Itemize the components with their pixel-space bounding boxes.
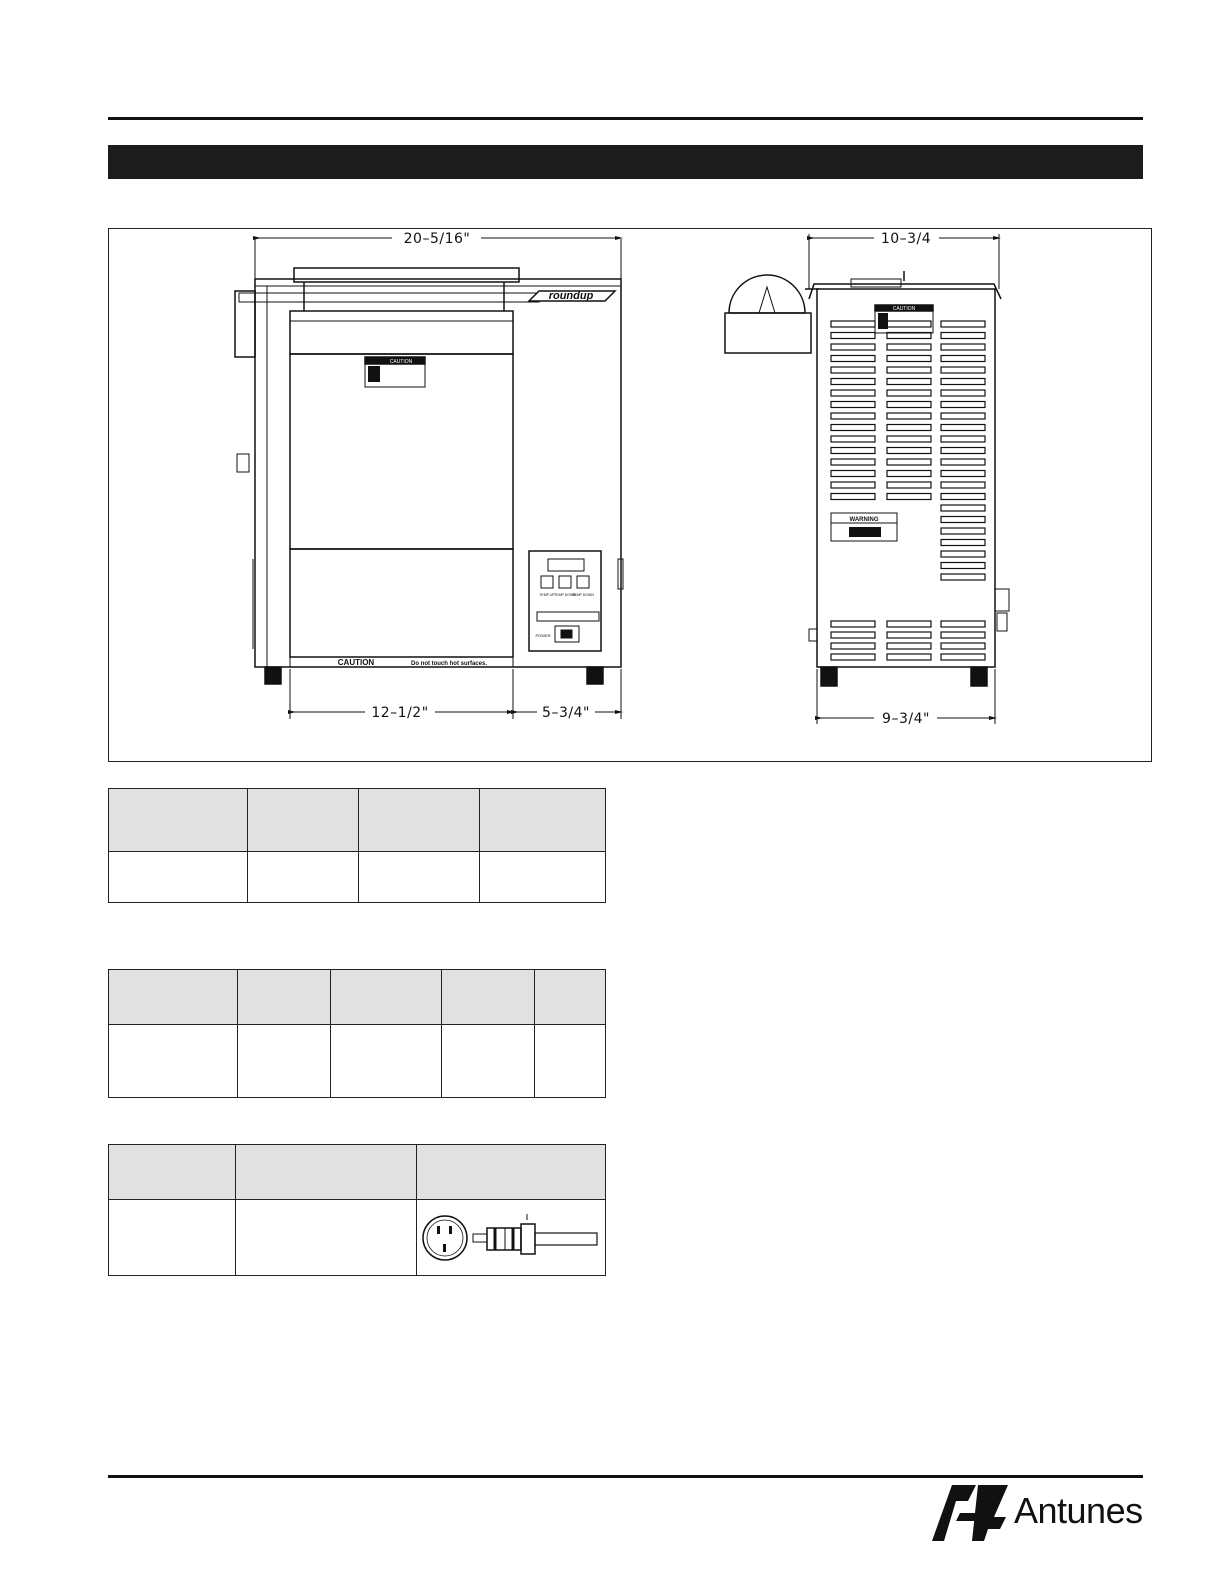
vent-slot <box>831 344 875 350</box>
side-base-width-dimension: 9–3/4" <box>882 711 930 727</box>
vent-slot <box>831 413 875 419</box>
control-button-label-3: TEMP DOWN <box>572 593 594 597</box>
vent-slot <box>941 356 985 362</box>
vent-slot <box>887 471 931 477</box>
vent-slot <box>941 494 985 500</box>
vent-slot <box>887 643 931 649</box>
vent-slot <box>941 482 985 488</box>
vent-slot <box>941 344 985 350</box>
table-header-cell <box>442 970 535 1025</box>
side-caution-label: CAUTION <box>892 306 916 312</box>
dimension-drawing <box>109 229 1153 763</box>
dimension-drawing-frame <box>108 228 1152 762</box>
roundup-brand-plate: roundup <box>548 290 594 302</box>
control-button-label-1: TEMP UP <box>539 593 555 597</box>
plug-receptacle-icon <box>417 1200 605 1270</box>
table-header-row <box>109 970 606 1025</box>
vent-slot <box>831 333 875 339</box>
table-header-cell <box>417 1145 606 1200</box>
vent-slot <box>941 632 985 638</box>
vent-slot <box>887 425 931 431</box>
spec-table-3 <box>108 1144 606 1276</box>
section-title-bar <box>108 145 1143 179</box>
vent-slot <box>831 425 875 431</box>
vent-slot <box>887 654 931 660</box>
vent-slot <box>941 621 985 627</box>
vent-slot <box>887 621 931 627</box>
vent-slot <box>941 471 985 477</box>
table-header-cell <box>109 1145 236 1200</box>
vent-slot <box>831 459 875 465</box>
vent-slot <box>831 321 875 327</box>
vent-slot <box>887 632 931 638</box>
table-header-cell <box>238 970 331 1025</box>
table-cell <box>109 1200 236 1276</box>
vent-slot <box>831 632 875 638</box>
vent-slot <box>831 621 875 627</box>
plug-illustration-cell <box>417 1200 606 1276</box>
vent-slot <box>831 448 875 454</box>
table-header-cell <box>109 970 238 1025</box>
vent-slot <box>831 402 875 408</box>
side-top-width-dimension: 10–3/4 <box>880 231 932 247</box>
bottom-rule <box>108 1475 1143 1478</box>
vent-slot <box>831 390 875 396</box>
table-row <box>109 1025 606 1098</box>
vent-slot <box>941 517 985 523</box>
vent-slot <box>941 459 985 465</box>
vent-slot <box>941 574 985 580</box>
vent-slot <box>941 413 985 419</box>
vent-slot <box>941 563 985 569</box>
vent-slot <box>941 654 985 660</box>
side-vent-louvers <box>831 321 985 660</box>
control-button-label-2: TEMP DOWN <box>554 593 576 597</box>
table-cell <box>236 1200 417 1276</box>
table-cell <box>535 1025 606 1098</box>
vent-slot <box>831 471 875 477</box>
table-cell <box>248 852 359 903</box>
vent-slot <box>941 379 985 385</box>
table-cell <box>238 1025 331 1098</box>
spec-table-2 <box>108 969 606 1098</box>
top-rule <box>108 117 1143 120</box>
vent-slot <box>941 528 985 534</box>
vent-slot <box>941 390 985 396</box>
table-header-cell <box>331 970 442 1025</box>
bottom-caution-label: CAUTION <box>337 658 375 667</box>
vent-slot <box>887 379 931 385</box>
vent-slot <box>941 643 985 649</box>
table-header-row <box>109 789 606 852</box>
vent-slot <box>941 321 985 327</box>
vent-slot <box>887 459 931 465</box>
table-cell <box>331 1025 442 1098</box>
vent-slot <box>887 390 931 396</box>
table-cell <box>359 852 480 903</box>
front-caution-label: CAUTION <box>389 359 413 365</box>
vent-slot <box>887 436 931 442</box>
vent-slot <box>831 356 875 362</box>
brand-name: Antunes <box>1014 1490 1143 1531</box>
table-header-cell <box>236 1145 417 1200</box>
table-header-cell <box>535 970 606 1025</box>
vent-slot <box>831 436 875 442</box>
vent-slot <box>941 333 985 339</box>
table-header-row <box>109 1145 606 1200</box>
side-width-dimension: 5–3/4" <box>542 705 590 721</box>
vent-slot <box>941 402 985 408</box>
vent-slot <box>941 367 985 373</box>
front-view <box>235 238 623 719</box>
vent-slot <box>941 551 985 557</box>
vent-slot <box>941 425 985 431</box>
table-header-cell <box>359 789 480 852</box>
vent-slot <box>887 402 931 408</box>
table-cell <box>442 1025 535 1098</box>
spec-table-1 <box>108 788 606 903</box>
vent-slot <box>887 413 931 419</box>
vent-slot <box>941 436 985 442</box>
side-view <box>725 234 1009 724</box>
table-cell <box>109 852 248 903</box>
bottom-caution-text: Do not touch hot surfaces. <box>410 661 488 667</box>
vent-slot <box>887 482 931 488</box>
vent-slot <box>887 367 931 373</box>
vent-slot <box>831 494 875 500</box>
table-header-cell <box>109 789 248 852</box>
vent-slot <box>941 540 985 546</box>
table-row <box>109 1200 606 1276</box>
table-cell <box>109 1025 238 1098</box>
power-switch-label: POWER <box>535 633 551 638</box>
vent-slot <box>831 367 875 373</box>
vent-slot <box>887 356 931 362</box>
table-header-cell <box>248 789 359 852</box>
conveyor-width-dimension: 12–1/2" <box>371 705 429 721</box>
vent-slot <box>887 494 931 500</box>
vent-slot <box>887 344 931 350</box>
table-header-cell <box>480 789 606 852</box>
vent-slot <box>831 482 875 488</box>
overall-width-dimension: 20–5/16" <box>403 231 471 247</box>
vent-slot <box>887 448 931 454</box>
side-warning-label: WARNING <box>849 517 879 523</box>
vent-slot <box>941 448 985 454</box>
vent-slot <box>831 643 875 649</box>
table-row <box>109 852 606 903</box>
vent-slot <box>831 654 875 660</box>
table-cell <box>480 852 606 903</box>
vent-slot <box>941 505 985 511</box>
vent-slot <box>831 379 875 385</box>
